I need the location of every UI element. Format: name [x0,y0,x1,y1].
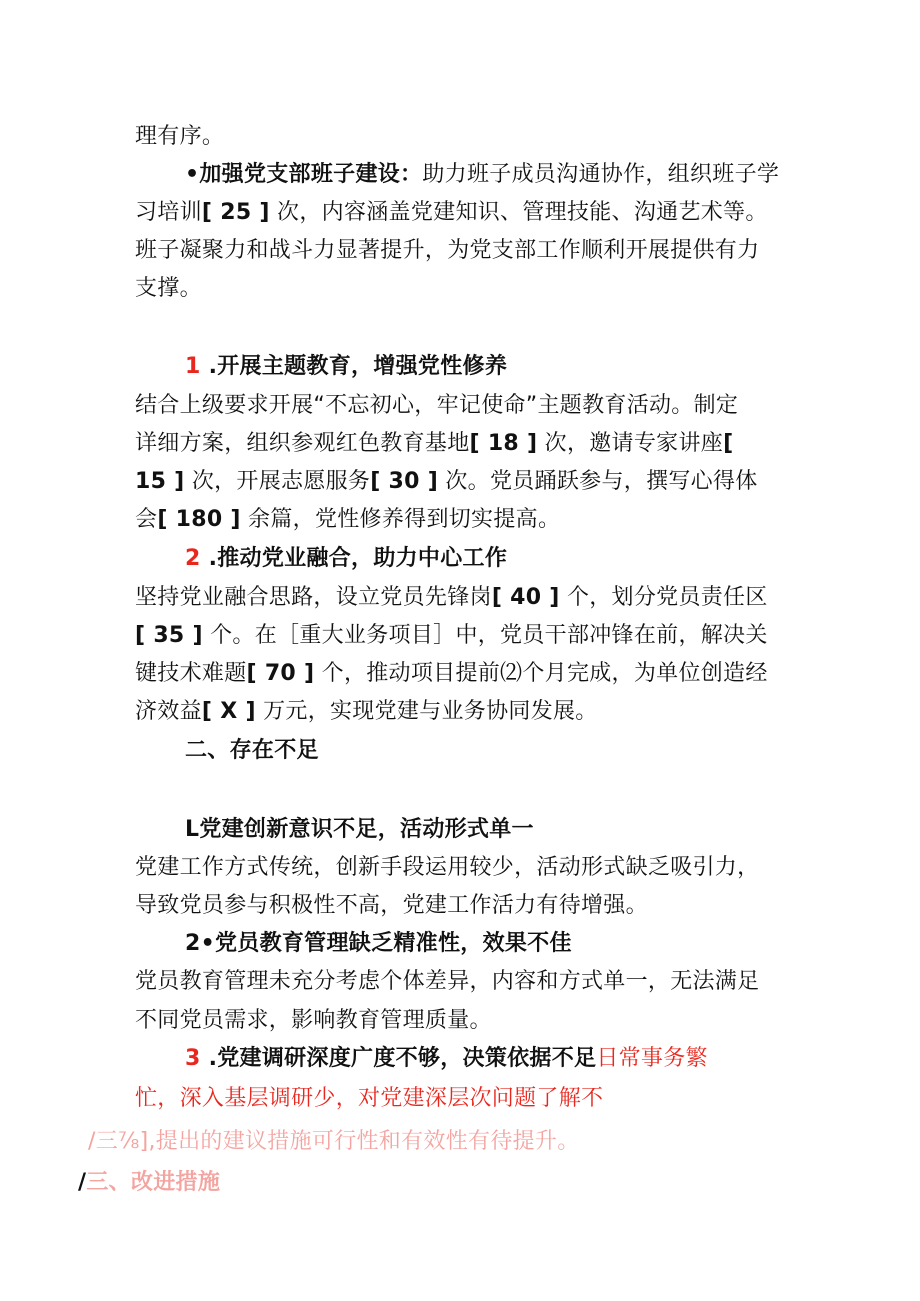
paragraph-line: 支撑。 [135,276,202,301]
paragraph-line: 结合上级要求开展“不忘初心，牢记使命”主题教育活动。制定 [135,393,739,418]
paragraph-line: 理有序。 [135,124,225,149]
chapter-heading: 二、存在不足 [185,738,319,763]
item-heading: •加强党支部班子建设： [185,162,423,187]
paragraph-line: •加强党支部班子建设：助力班子成员沟通协作，组织班子学 [185,162,780,187]
section-heading: 1 .开展主题教育，增强党性修养 [185,354,508,379]
paragraph-line: 党建工作方式传统，创新手段运用较少，活动形式缺乏吸引力， [135,855,760,880]
section-heading: 2•党员教育管理缺乏精准性，效果不佳 [185,931,572,956]
paragraph-line: [ 35 ] 个。在［重大业务项目］中，党员干部冲锋在前，解决关 [135,623,768,648]
paragraph-line: 15 ] 次，开展志愿服务[ 30 ] 次。党员踊跃参与，撰写心得体 [135,469,758,494]
chapter-heading: /三、改进措施 [78,1170,221,1195]
section-heading: 2 .推动党业融合，助力中心工作 [185,546,508,571]
paragraph-line: 会[ 180 ] 余篇，党性修养得到切实提高。 [135,507,561,532]
paragraph-line: 导致党员参与积极性不高，党建工作活力有待增强。 [135,893,648,918]
paragraph-line: 键技术难题[ 70 ] 个，推动项目提前⑵个月完成，为单位创造经 [135,661,768,686]
paragraph-line: 班子凝聚力和战斗力显著提升，为党支部工作顺利开展提供有力 [135,238,760,263]
paragraph-line: /三⅞],提出的建议措施可行性和有效性有待提升。 [88,1129,580,1154]
paragraph-line: 坚持党业融合思路，设立党员先锋岗[ 40 ] 个，划分党员责任区 [135,585,768,610]
paragraph-line: 不同党员需求，影响教育管理质量。 [135,1008,492,1033]
section-heading: L党建创新意识不足，活动形式单一 [185,817,534,842]
paragraph-line: 忙，深入基层调研少，对党建深层次问题了解不 [135,1086,604,1111]
paragraph-line: 济效益[ X ] 万元，实现党建与业务协同发展。 [135,699,598,724]
paragraph-line: 详细方案，组织参观红色教育基地[ 18 ] 次，邀请专家讲座[ [135,431,734,456]
paragraph-line: 党员教育管理未充分考虑个体差异，内容和方式单一，无法满足 [135,969,760,994]
section-heading: 3 .党建调研深度广度不够，决策依据不足日常事务繁 [185,1046,708,1071]
paragraph-line: 习培训[ 25 ] 次，内容涵盖党建知识、管理技能、沟通艺术等。 [135,200,768,225]
